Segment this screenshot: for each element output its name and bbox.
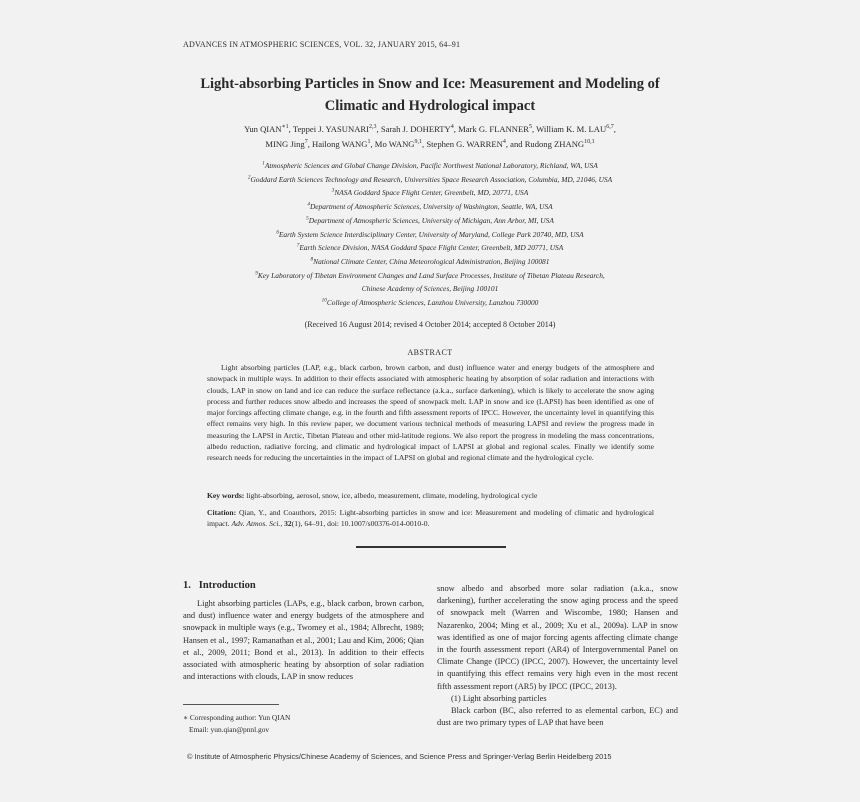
column-right xyxy=(437,583,678,729)
section-divider xyxy=(356,546,506,548)
author: Yun $QIAN^{∗1}$ xyxy=(244,124,289,134)
author: William K. M. LAU$^{6,7}$ xyxy=(536,124,614,134)
citation: Citation: Qian, Y., and Coauthors, 2015: Light-absorbing particles in snow and ice: Measurement and modeling of climatic and hydrological impact. Adv. Atmos. Sci., 32(1), 64–91, doi: 10.1007/s00376-014-0010-0. xyxy=(207,508,654,529)
affiliation: $^3$NASA Goddard Space Flight Center, Greenbelt, MD, 20771, USA xyxy=(331,187,529,198)
title-line-2: Climatic and Hydrological impact xyxy=(324,98,536,114)
citation-label: Citation: xyxy=(207,508,237,517)
affiliation: $^5$Department of Atmospheric Sciences, University of Michigan, Ann Arbor, MI, USA xyxy=(306,215,554,225)
author: Teppei J. YASUNARI$^{2,3}$ xyxy=(292,124,377,134)
affiliation: $^{10}$College of Atmospheric Sciences, Lanzhou University, Lanzhou 730000 xyxy=(321,297,539,308)
footnote-divider xyxy=(183,704,279,705)
author: Stephen G. WARREN$^4$ xyxy=(426,139,506,149)
received-dates: (Received 16 August 2014; revised 4 October 2014; accepted 8 October 2014) xyxy=(304,320,556,329)
section-heading: 1. Introduction xyxy=(183,580,256,591)
affiliation: $^1$Atmospheric Sciences and Global Change Division, Pacific Northwest National Laboratory, Richland, WA, USA xyxy=(262,160,598,170)
affiliation: $^4$Department of Atmospheric Sciences, University of Washington, Seattle, WA, USA xyxy=(307,201,553,212)
journal-header: ADVANCES IN ATMOSPHERIC SCIENCES, VOL. 32, JANUARY 2015, 64–91 xyxy=(183,40,461,49)
footnote: ∗ Corresponding author: Yun QIAN Email: yun.qian@pnnl.gov xyxy=(183,713,291,734)
copyright-notice: © Institute of Atmospheric Physics/Chinese Academy of Sciences, and Science Press and Springer-Verlag Berlin Heidelberg 2015 xyxy=(187,752,612,761)
abstract-text: Light absorbing particles (LAP, e.g., black carbon, brown carbon, and dust) influence water and energy budgets of the atmosphere and snowpack in multiple ways. In addition to their effects associated with atmospheric heating by absorption of solar radiation and interactions with clouds, LAP in snow on land and ice can reduce the surface reflectance (a.k.a., surface darkening), which is likely to accelerate the snow aging process and further reduces snow albedo and increases the speed of snowpack melt. LAP in snow and ice (LAPSI) has been identified as one of major forcings affecting climate change, e.g. in the fourth and fifth assessment reports of IPCC. However, the uncertainty level in quantifying this effect remains very high. In this review paper, we document various technical methods of measuring LAPSI and review the progress made in measuring the LAPSI in Arctic, Tibetan Plateau and other mid-latitude regions. We also report the progress in modeling the mass concentrations, albedo reduction, radiative forcing, and climatic and hydrological impact of LAPSI at global and regional scales. Finally we identify some research needs for reducing the uncertainties in the impact of LAPSI on global and regional climate and the hydrological cycle. xyxy=(207,363,654,463)
affiliation: $^9$Key Laboratory of Tibetan Environment Changes and Land Surface Processes, Institute of Tibetan Plateau Research, xyxy=(255,270,605,280)
author-line-1: Yun $QIAN^{∗1}$, Teppei J. YASUNARI$^{2,3}$, Sarah J. DOHERTY$^4$, Mark G. FLANNER$^5$, William K. M. LAU$^{6,7}$, xyxy=(244,124,616,134)
citation-journal: Adv. Atmos. Sci. xyxy=(231,519,281,529)
paper-title xyxy=(150,73,710,117)
affiliation: $^7$Earth Science Division, NASA Goddard Space Flight Center, Greenbelt, MD 20771, USA xyxy=(296,242,564,253)
keywords-text: light-absorbing, aerosol, snow, ice, albedo, measurement, climate, modeling, hydrological cycle xyxy=(246,491,538,500)
affiliation: $^8$National Climate Center, China Meteorological Administration, Beijing 100081 xyxy=(310,256,550,266)
author: Mark G. FLANNER$^5$ xyxy=(458,124,532,134)
body-paragraph: Black carbon (BC, also referred to as elemental carbon, EC) and dust are two primary types of LAP that have been xyxy=(437,706,678,728)
author-line-2: MING Jing$^7$, Hailong WANG$^1$, Mo WANG$^{9,1}$, Stephen G. WARREN$^4$, and Rudong ZHANG$^{10,1}$ xyxy=(265,139,595,149)
abstract-heading: ABSTRACT xyxy=(407,348,453,357)
author: Rudong ZHANG$^{10,1}$ xyxy=(524,139,595,149)
affiliation: $^2$Goddard Earth Sciences Technology and Research, Universities Space Research Association, Columbia, MD, 21046, USA xyxy=(247,174,613,184)
keywords-label: Key words: xyxy=(207,491,245,500)
affiliation-list xyxy=(150,159,710,310)
author: Hailong WANG$^1$ xyxy=(312,139,371,149)
author: Sarah J. DOHERTY$^4$ xyxy=(380,124,454,134)
affiliation: $^6$Earth System Science Interdisciplinary Center, University of Maryland, College Park 20740, MD, USA xyxy=(276,229,584,239)
author: Mo WANG$^{9,1}$ xyxy=(374,139,423,149)
citation-volume: 32 xyxy=(284,519,292,529)
body-paragraph: snow albedo and absorbed more solar radiation (a.k.a., snow darkening), further accelerating the snow aging process and the speed of snowpack melt (Warren and Wiscombe, 1980; Hansen and Nazarenko, 2004; Ming et al., 2009; Xu et al., 2009a). LAP in snow was identified as one of major forcing agents affecting climate change in the fourth assessment report (AR4) of Intergovernmental Panel on Climate Change (IPCC) (IPCC, 2007). However, the uncertainty level in quantifying this effect remains very high even in the most recent fifth assessment report (AR5) by IPCC (IPCC, 2013). xyxy=(437,584,678,691)
affiliation: Chinese Academy of Sciences, Beijing 100101 xyxy=(361,284,499,294)
title-line-1: Light-absorbing Particles in Snow and Ice: Measurement and Modeling of xyxy=(200,76,660,92)
author: MING Jing$^7$ xyxy=(265,139,308,149)
body-paragraph: Light absorbing particles (LAPs, e.g., black carbon, brown carbon, and dust) influence water and energy budgets of the atmosphere and snowpack in multiple ways (e.g., Twomey et al., 1984; Albrecht, 1989; Hansen et al., 1997; Ramanathan et al., 2001; Lau and Kim, 2006; Qian et al., 2009, 2011; Bond et al., 2013). In addition to their effects associated with atmospheric heating by absorption of solar radiation and interactions with clouds, LAP in snow reduces xyxy=(183,599,424,682)
keywords xyxy=(207,490,654,501)
subsection-heading: (1) Light absorbing particles xyxy=(451,693,547,703)
column-left xyxy=(183,598,424,683)
author-list xyxy=(150,122,710,152)
